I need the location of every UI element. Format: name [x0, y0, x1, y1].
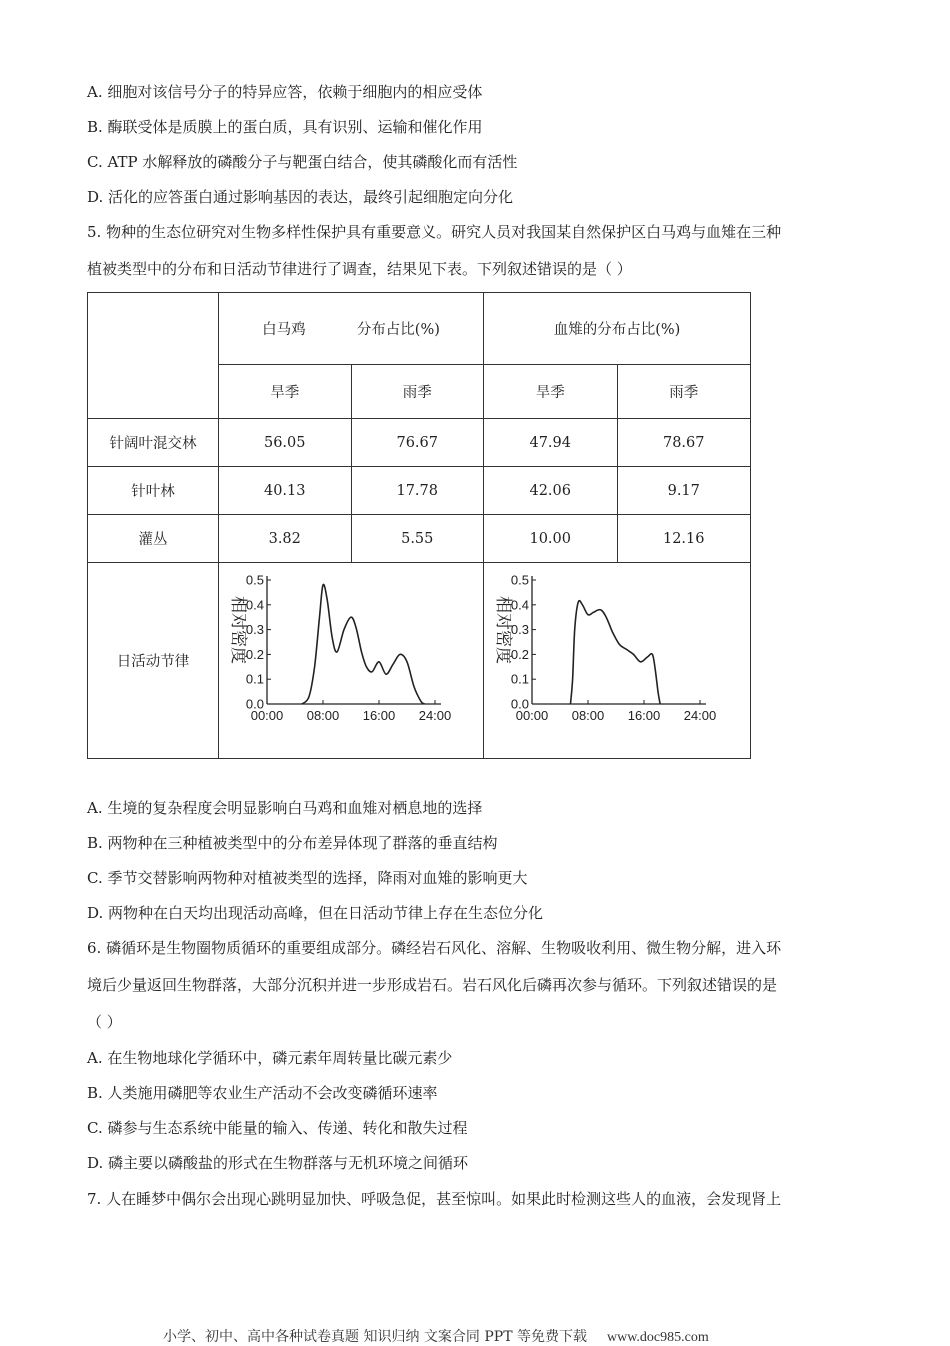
- q5-data-table: [87, 292, 751, 759]
- x-tick-label: 00:00: [515, 707, 549, 723]
- x-tick-label: 08:00: [306, 707, 340, 723]
- table-cell: 76.67: [351, 419, 484, 467]
- season-wet-bmj: 雨季: [351, 365, 484, 419]
- x-tick-label: 08:00: [571, 707, 605, 723]
- header-bmj-name: 白马鸡: [262, 322, 306, 338]
- activity-series-line: [302, 584, 425, 704]
- table-cell: 3.82: [219, 515, 352, 563]
- y-tick-label: 0.4: [510, 596, 529, 612]
- y-axis-label: 相对密度: [228, 595, 248, 664]
- footer-text: 小学、初中、高中各种试卷真题 知识归纳 文案合同 PPT 等免费下载: [163, 1329, 587, 1345]
- table-cell: 5.55: [351, 515, 484, 563]
- y-tick-label: 0.3: [510, 621, 529, 637]
- q5-stem-line2: 植被类型中的分布和日活动节律进行了调查，结果见下表。下列叙述错误的是（ ）: [87, 260, 632, 278]
- y-tick-label: 0.1: [245, 671, 264, 687]
- q4-option-c: C. ATP 水解释放的磷酸分子与靶蛋白结合，使其磷酸化而有活性: [87, 153, 518, 171]
- q6-stem-line2: 境后少量返回生物群落，大部分沉积并进一步形成岩石。岩石风化后磷再次参与循环。下列叙述错误的是: [87, 976, 778, 994]
- q4-option-a: A. 细胞对该信号分子的特异应答，依赖于细胞内的相应受体: [87, 83, 483, 101]
- y-tick-label: 0.5: [510, 572, 529, 587]
- y-tick-label: 0.2: [510, 646, 529, 662]
- table-row: [88, 515, 751, 563]
- table-cell: 9.17: [617, 467, 751, 515]
- activity-series-line: [571, 600, 661, 703]
- table-cell: 17.78: [351, 467, 484, 515]
- q6-option-a: A. 在生物地球化学循环中，磷元素年周转量比碳元素少: [87, 1049, 453, 1067]
- q6-option-c: C. 磷参与生态系统中能量的输入、传递、转化和散失过程: [87, 1119, 468, 1137]
- q4-option-b: B. 酶联受体是质膜上的蛋白质，具有识别、运输和催化作用: [87, 118, 483, 136]
- row-label: 针阔叶混交林: [88, 419, 219, 467]
- activity-chart-xue-zhi: [484, 566, 750, 756]
- table-row: [88, 419, 751, 467]
- y-tick-label: 0.4: [245, 596, 264, 612]
- footer-url[interactable]: www.doc985.com: [606, 1330, 709, 1345]
- q4-option-d: D. 活化的应答蛋白通过影响基因的表达，最终引起细胞定向分化: [87, 188, 514, 206]
- chart-cell-bmj: [219, 563, 484, 759]
- header-bai-ma-ji: [219, 293, 484, 365]
- season-wet-xz: 雨季: [617, 365, 751, 419]
- table-corner-cell: [88, 293, 219, 419]
- row-label: 灌丛: [88, 515, 219, 563]
- y-axis-label: 相对密度: [493, 595, 513, 664]
- q6-option-b: B. 人类施用磷肥等农业生产活动不会改变磷循环速率: [87, 1084, 438, 1102]
- q5-stem-line1: 5. 物种的生态位研究对生物多样性保护具有重要意义。研究人员对我国某自然保护区白马鸡与血雉在三种: [87, 223, 782, 241]
- y-tick-label: 0.1: [510, 671, 529, 687]
- activity-chart-bai-ma-ji: [219, 566, 483, 756]
- x-tick-label: 16:00: [627, 707, 661, 723]
- q5-option-a: A. 生境的复杂程度会明显影响白马鸡和血雉对栖息地的选择: [87, 799, 483, 817]
- table-cell: 42.06: [484, 467, 618, 515]
- y-tick-label: 0.0: [245, 696, 264, 711]
- q5-option-d: D. 两物种在白天均出现活动高峰，但在日活动节律上存在生态位分化: [87, 904, 544, 922]
- y-tick-label: 0.2: [245, 646, 264, 662]
- season-dry-bmj: 旱季: [219, 365, 352, 419]
- q6-option-d: D. 磷主要以磷酸盐的形式在生物群落与无机环境之间循环: [87, 1154, 469, 1172]
- q5-option-c: C. 季节交替影响两物种对植被类型的选择，降雨对血雉的影响更大: [87, 869, 528, 887]
- q6-stem-line1: 6. 磷循环是生物圈物质循环的重要组成部分。磷经岩石风化、溶解、生物吸收利用、微生物分解，进入环: [87, 939, 782, 957]
- season-dry-xz: 旱季: [484, 365, 618, 419]
- x-tick-label: 24:00: [683, 707, 717, 723]
- q5-option-b: B. 两物种在三种植被类型中的分布差异体现了群落的垂直结构: [87, 834, 498, 852]
- activity-label: 日活动节律: [88, 563, 219, 759]
- y-tick-label: 0.0: [510, 696, 529, 711]
- header-xue-zhi: 血雉的分布占比(%): [484, 293, 751, 365]
- table-cell: 10.00: [484, 515, 618, 563]
- x-tick-label: 00:00: [250, 707, 284, 723]
- chart-cell-xz: [484, 563, 751, 759]
- table-cell: 78.67: [617, 419, 751, 467]
- y-tick-label: 0.5: [245, 572, 264, 587]
- row-label: 针叶林: [88, 467, 219, 515]
- q6-stem-line3: （ ）: [87, 1013, 122, 1031]
- table-cell: 47.94: [484, 419, 618, 467]
- y-tick-label: 0.3: [245, 621, 264, 637]
- x-tick-label: 16:00: [362, 707, 396, 723]
- table-cell: 56.05: [219, 419, 352, 467]
- table-cell: 12.16: [617, 515, 751, 563]
- table-cell: 40.13: [219, 467, 352, 515]
- q7-stem-line1: 7. 人在睡梦中偶尔会出现心跳明显加快、呼吸急促，甚至惊叫。如果此时检测这些人的血液，会发现肾上: [87, 1190, 782, 1208]
- page-footer: [163, 1326, 709, 1346]
- header-bmj-ratio: 分布占比(%): [356, 322, 440, 338]
- x-tick-label: 24:00: [418, 707, 452, 723]
- table-row: [88, 467, 751, 515]
